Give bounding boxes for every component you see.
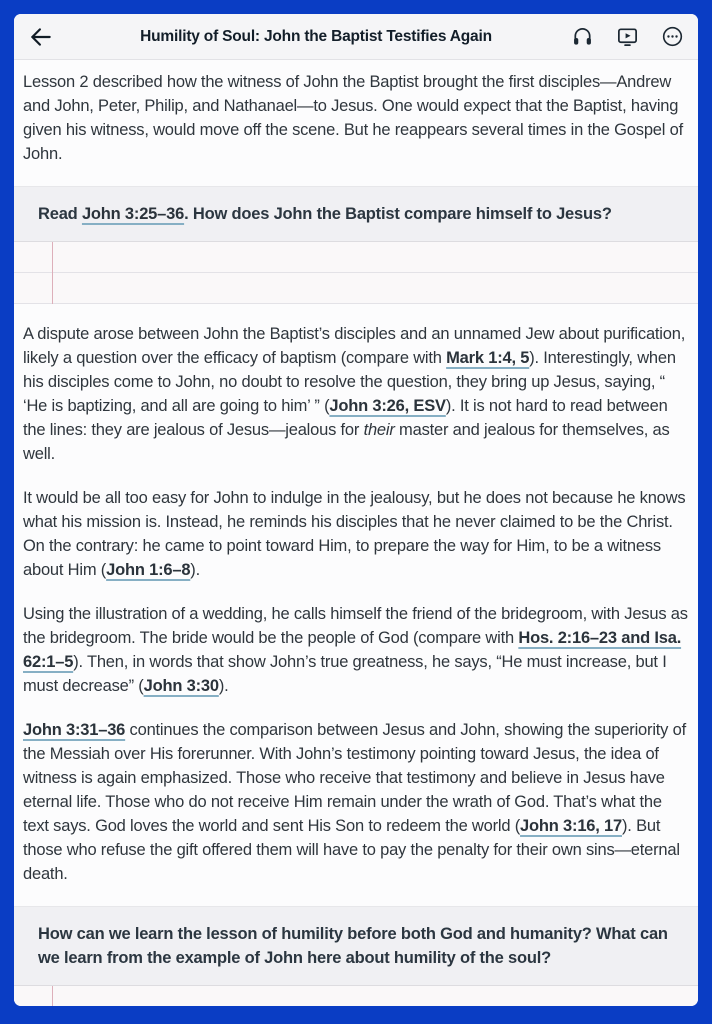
app-header <box>14 14 698 60</box>
text-run: their <box>363 421 395 439</box>
lesson-paragraph <box>23 718 689 886</box>
text-run: ). Interestingly, when his disciples come to John, no doubt to resolve the question, they bring up Jesus, saying, “ ‘He is baptizing, and all are going to him’ ” ( <box>23 349 676 415</box>
answer-area[interactable] <box>14 241 698 304</box>
answer-row[interactable] <box>14 273 698 304</box>
answer-row[interactable] <box>14 242 698 273</box>
page-title: Humility of Soul: John the Baptist Testifies Again <box>140 27 492 45</box>
question-text <box>14 906 698 985</box>
text-run: continues the comparison between Jesus and John, showing the superiority of the Messiah over His forerunner. With John’s testimony pointing toward Jesus, the idea of witness is again emphasized. Those who receive that testimony and believe in Jesus have eternal life. Those who do not receive Him remain under the wrath of God. That’s what the text says. God loves the world and sent His Son to redeem the world ( <box>23 721 686 835</box>
lesson-paragraph <box>23 602 689 698</box>
video-button[interactable] <box>615 25 639 49</box>
text-run: It would be all too easy for John to indulge in the jealousy, but he does not because he knows what his mission is. Instead, he reminds his disciples that he never claimed to be the Christ. On the contrary: he came to point toward Him, to prepare the way for Him, to be a witness about Him ( <box>23 489 686 579</box>
scripture-link[interactable]: Mark 1:4, 5 <box>446 349 530 367</box>
scripture-link[interactable]: Hos. 2:16–23 and Isa. 62:1–5 <box>23 629 682 671</box>
headphones-icon <box>571 25 594 48</box>
text-run: . How does John the Baptist compare himself to Jesus? <box>184 205 612 223</box>
question-section <box>14 186 698 304</box>
text-run: ). <box>190 561 200 579</box>
scripture-link[interactable]: John 1:6–8 <box>106 561 191 579</box>
scripture-link[interactable]: John 3:31–36 <box>23 721 126 739</box>
text-run: Using the illustration of a wedding, he calls himself the friend of the bridegroom, with Jesus as the bridegroom. The bride would be the people of God (compare with <box>23 605 688 647</box>
lesson-paragraph <box>23 486 689 582</box>
text-run: A dispute arose between John the Baptist’s disciples and an unnamed Jew about purification, likely a question over the efficacy of baptism (compare with <box>23 325 686 367</box>
text-run: ). It is not hard to read between the lines: they are jealous of Jesus—jealous for <box>23 397 668 439</box>
video-icon <box>616 25 639 48</box>
text-run: ). <box>218 677 229 695</box>
question-text <box>14 186 698 241</box>
more-button[interactable] <box>660 25 684 49</box>
text-run: Read <box>38 205 82 223</box>
audio-button[interactable] <box>570 25 594 49</box>
back-button[interactable] <box>28 24 54 50</box>
more-icon <box>661 25 684 48</box>
scripture-link[interactable]: John 3:16, 17 <box>520 817 622 835</box>
lesson-content <box>14 60 698 1006</box>
lesson-paragraph <box>23 70 689 166</box>
header-actions <box>570 25 684 49</box>
text-run: master and jealous for themselves, as well. <box>23 421 670 463</box>
scripture-link[interactable]: John 3:25–36 <box>81 205 185 223</box>
answer-margin-line <box>52 986 53 1006</box>
scripture-link[interactable]: John 3:26, ESV <box>329 397 446 415</box>
answer-margin-line <box>52 242 53 304</box>
scripture-link[interactable]: John 3:30 <box>143 677 219 695</box>
lesson-paragraph <box>23 322 689 466</box>
answer-row[interactable] <box>14 986 698 1006</box>
question-section <box>14 906 698 1006</box>
lesson-card <box>14 14 698 1006</box>
answer-area[interactable] <box>14 985 698 1006</box>
text-run: ). Then, in words that show John’s true greatness, he says, “He must increase, but I must decrease” ( <box>23 653 667 695</box>
text-run: ). But those who refuse the gift offered them will have to pay the penalty for their own sins—eternal death. <box>23 817 680 883</box>
back-icon <box>28 24 54 50</box>
text-run: How can we learn the lesson of humility before both God and humanity? What can we learn from the example of John here about humility of the soul? <box>38 925 668 967</box>
text-run: Lesson 2 described how the witness of John the Baptist brought the first disciples—Andrew and John, Peter, Philip, and Nathanael—to Jesus. One would expect that the Baptist, having given his witness, would move off the scene. But he reappears several times in the Gospel of John. <box>23 73 683 163</box>
